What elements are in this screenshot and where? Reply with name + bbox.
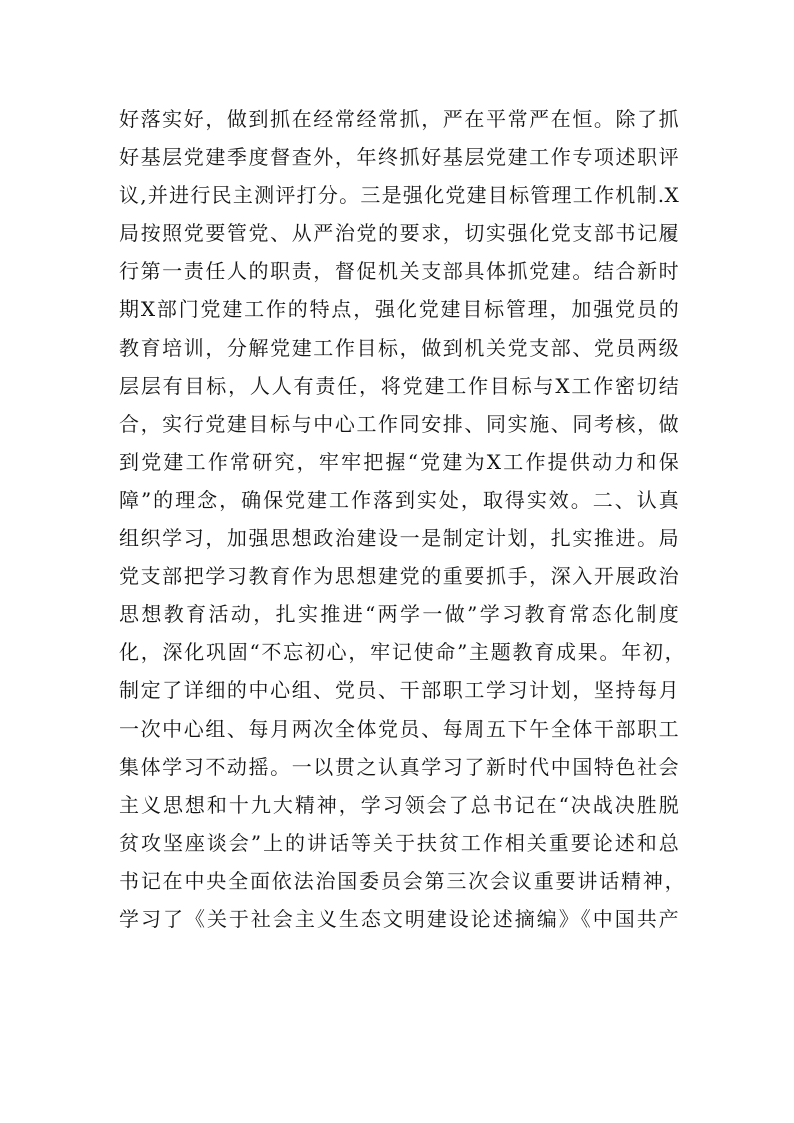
text-line-1: 好落实好，做到抓在经常经常抓，严在平常严在恒。除了抓 xyxy=(119,107,679,131)
text-line-11: 障”的理念，确保党建工作落到实处，取得实效。二、认真 xyxy=(119,487,679,512)
text-line-13: 党支部把学习教育作为思想建党的重要抓手，深入开展政治 xyxy=(119,564,679,589)
text-line-15: 化，深化巩固“不忘初心，牢记使命”主题教育成果。年初， xyxy=(119,640,685,665)
text-line-6: 期X部门党建工作的特点，强化党建目标管理，加强党员的 xyxy=(119,297,679,322)
text-line-21: 书记在中央全面依法治国委员会第三次会议重要讲话精神， xyxy=(119,868,685,893)
text-line-12: 组织学习，加强思想政治建设一是制定计划，扎实推进。局 xyxy=(119,526,679,551)
text-line-14: 思想教育活动，扎实推进“两学一做”学习教育常态化制度 xyxy=(119,602,679,627)
text-line-4: 局按照党要管党、从严治党的要求，切实强化党支部书记履 xyxy=(119,221,679,246)
text-line-19: 主义思想和十九大精神，学习领会了总书记在“决战决胜脱 xyxy=(119,792,679,817)
text-line-9: 合，实行党建目标与中心工作同安排、同实施、同考核，做 xyxy=(119,411,679,436)
text-line-5: 行第一责任人的职责，督促机关支部具体抓党建。结合新时 xyxy=(119,259,679,284)
text-line-17: 一次中心组、每月两次全体党员、每周五下午全体干部职工 xyxy=(119,716,679,741)
text-line-8: 层层有目标，人人有责任，将党建工作目标与X工作密切结 xyxy=(119,373,679,398)
text-line-3: 议,并进行民主测评打分。三是强化党建目标管理工作机制.X xyxy=(119,183,679,208)
body-paragraph xyxy=(119,100,685,938)
text-line-22: 学习了《关于社会主义生态文明建设论述摘编》《中国共产 xyxy=(119,906,679,931)
text-line-16: 制定了详细的中心组、党员、干部职工学习计划，坚持每月 xyxy=(119,678,679,703)
text-line-2: 好基层党建季度督查外，年终抓好基层党建工作专项述职评 xyxy=(119,145,679,170)
text-line-20: 贫攻坚座谈会”上的讲话等关于扶贫工作相关重要论述和总 xyxy=(119,830,679,855)
text-line-7: 教育培训，分解党建工作目标，做到机关党支部、党员两级 xyxy=(119,335,679,360)
text-line-18: 集体学习不动摇。一以贯之认真学习了新时代中国特色社会 xyxy=(119,754,679,779)
text-line-10: 到党建工作常研究，牢牢把握“党建为X工作提供动力和保 xyxy=(119,449,679,474)
